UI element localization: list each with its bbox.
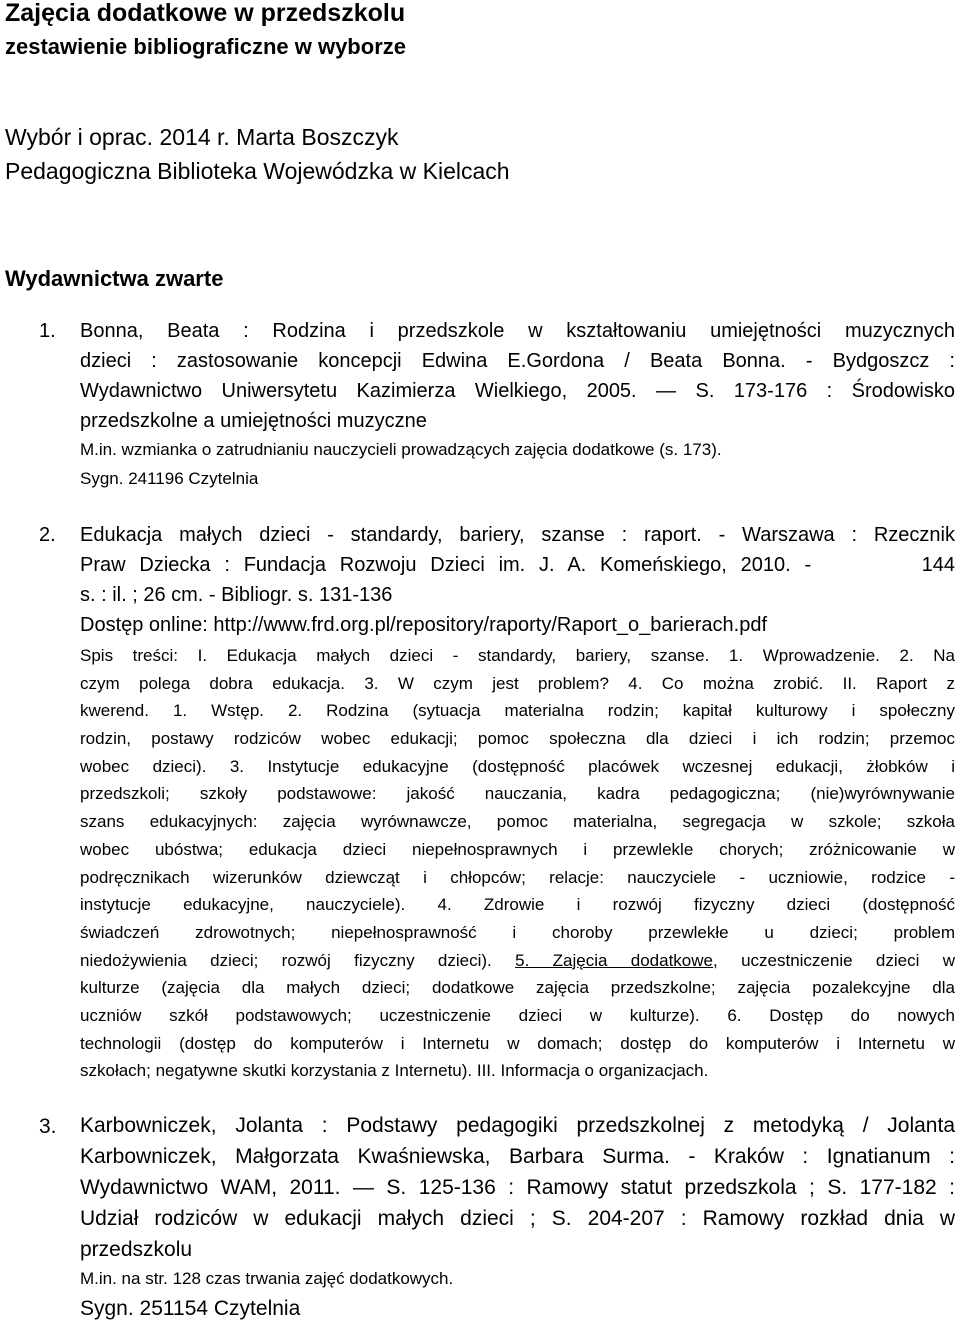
- contents-line: [80, 947, 955, 975]
- contents-line: szkołach; negatywne skutki korzystania z Internetu). III. Informacja o organizacjach.: [80, 1061, 709, 1081]
- entry-line: Edukacja małych dzieci - standardy, bariery, szanse : raport. - Warszawa : Rzecznik: [80, 524, 955, 546]
- entry-number: 3.: [39, 1115, 57, 1138]
- contents-line: kwerend. 1. Wstęp. 2. Rodzina (sytuacja materialna rodzin; kapitał kulturowy i społeczny: [80, 701, 955, 721]
- section-heading: Wydawnictwa zwarte: [5, 266, 224, 291]
- highlighted-topic: 5. Zajęcia dodatkowe: [515, 950, 713, 970]
- entry-online-link[interactable]: Dostęp online: http://www.frd.org.pl/repository/raporty/Raport_o_barierach.pdf: [80, 614, 768, 636]
- contents-line: Spis treści: I. Edukacja małych dzieci - standardy, bariery, szanse. 1. Wprowadzenie. 2. Na: [80, 646, 955, 665]
- entry-signature: Sygn. 251154 Czytelnia: [80, 1296, 301, 1320]
- entry-line: Wydawnictwo WAM, 2011. — S. 125-136 : Ramowy statut przedszkola ; S. 177-182 :: [80, 1176, 955, 1199]
- document-subtitle: zestawienie bibliograficzne w wyborze: [5, 34, 406, 59]
- entry-note: M.in. wzmianka o zatrudnianiu nauczycieli prowadzących zajęcia dodatkowe (s. 173).: [80, 440, 722, 459]
- entry-body: [80, 316, 955, 494]
- contents-line: rodzin, postawy rodziców wobec edukacji; pomoc społeczna dla dzieci i ich rodzin; przemoc: [80, 729, 955, 749]
- entry-note: M.in. na str. 128 czas trwania zajęć dodatkowych.: [80, 1269, 454, 1288]
- contents-line: instytucje edukacyjne, nauczyciele). 4. Zdrowie i rozwój fizyczny dzieci (dostępność: [80, 895, 955, 915]
- entry-line: Karbowniczek, Jolanta : Podstawy pedagogiki przedszkolnej z metodyką / Jolanta: [80, 1114, 955, 1137]
- entry-line: s. : il. ; 26 cm. - Bibliogr. s. 131-136: [80, 584, 393, 606]
- entry-line: przedszkolu: [80, 1238, 193, 1261]
- entry-line: Karbowniczek, Małgorzata Kwaśniewska, Barbara Surma. - Kraków : Ignatianum :: [80, 1145, 955, 1168]
- contents-line: wobec dzieci). 3. Instytucje edukacyjne (dostępność placówek wczesnej edukacji, żłobków i: [80, 756, 955, 776]
- contents-line: podręcznikach wizerunków dziewcząt i chłopców; relacje: nauczyciele - uczniowie, rodzice -: [80, 867, 955, 887]
- author-line: Wybór i oprac. 2014 r. Marta Boszczyk: [5, 124, 399, 150]
- entry-line: Udział rodziców w edukacji małych dzieci ; S. 204-207 : Ramowy rozkład dnia w: [80, 1207, 955, 1230]
- entry-number: 1.: [39, 320, 56, 342]
- entry-signature: Sygn. 241196 Czytelnia: [80, 468, 259, 488]
- entry-line: Praw Dziecka : Fundacja Rozwoju Dzieci im. J. A. Komeńskiego, 2010. - 144: [80, 554, 955, 576]
- contents-text: niedożywienia dzieci; rozwój fizyczny dzieci).: [80, 950, 516, 970]
- entry-line: dzieci : zastosowanie koncepcji Edwina E.Gordona / Beata Bonna. - Bydgoszcz :: [80, 350, 955, 372]
- contents-line: kulturze (zajęcia dla małych dzieci; dodatkowe zajęcia przedszkolne; zajęcia pozalekcyjne dla: [80, 978, 955, 998]
- entry-body: [80, 520, 955, 1085]
- contents-line: czym polega dobra edukacja. 3. W czym jest problem? 4. Co można zrobić. II. Raport z: [80, 673, 955, 693]
- contents-line: wobec ubóstwa; edukacja dzieci niepełnosprawnych i przewlekle chorych; zróżnicowanie w: [80, 839, 955, 859]
- library-line: Pedagogiczna Biblioteka Wojewódzka w Kielcach: [5, 158, 510, 184]
- contents-text: , uczestniczenie dzieci w: [713, 950, 955, 970]
- contents-line: uczniów szkół podstawowych; uczestniczenie dzieci w kulturze). 6. Dostęp do nowych: [80, 1005, 955, 1025]
- entry-line: przedszkolne a umiejętności muzyczne: [80, 410, 427, 432]
- entry-body: [80, 1110, 955, 1324]
- contents-line: szans edukacyjnych: zajęcia wyrównawcze, pomoc materialna, segregacja w szkole; szkoła: [80, 812, 955, 832]
- document-title: Zajęcia dodatkowe w przedszkolu: [5, 0, 406, 27]
- entry-line: Wydawnictwo Uniwersytetu Kazimierza Wielkiego, 2005. — S. 173-176 : Środowisko: [80, 380, 955, 402]
- contents-line: przedszkoli; szkoły podstawowe: jakość nauczania, kadra pedagogiczna; (nie)wyrównywanie: [80, 784, 955, 804]
- contents-line: technologii (dostęp do komputerów i Internetu w domach; dostęp do komputerów i Internetu w: [80, 1033, 955, 1053]
- entry-number: 2.: [39, 524, 56, 546]
- entry-line: Bonna, Beata : Rodzina i przedszkole w kształtowaniu umiejętności muzycznych: [80, 320, 955, 342]
- author-block: [5, 120, 510, 188]
- contents-line: świadczeń zdrowotnych; niepełnosprawność i choroby przewlekłe u dzieci; problem: [80, 922, 955, 942]
